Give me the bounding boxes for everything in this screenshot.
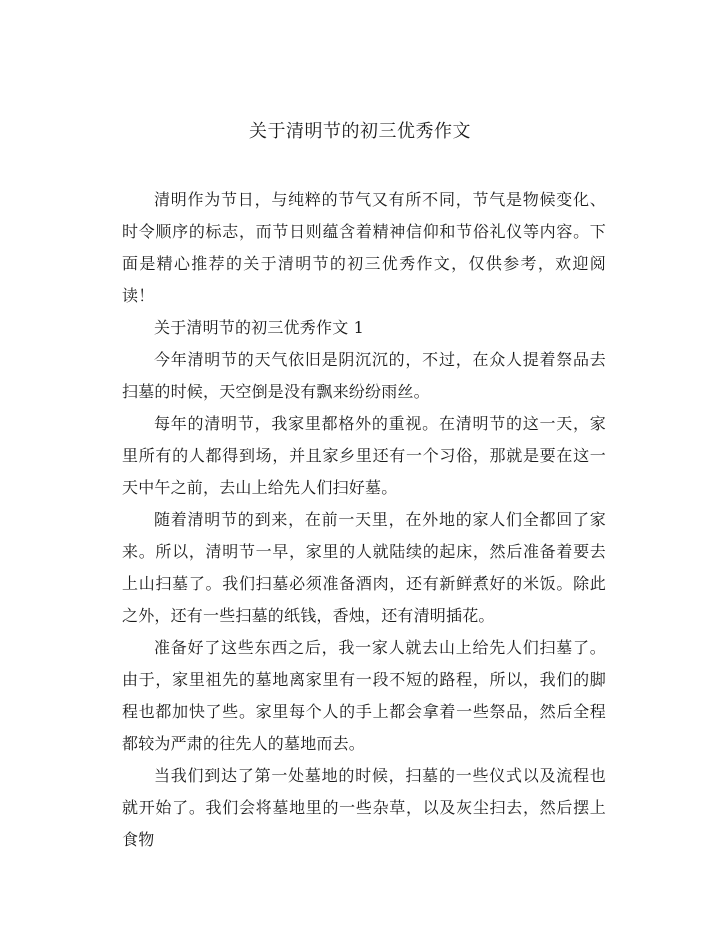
paragraph: 每年的清明节，我家里都格外的重视。在清明节的这一天，家里所有的人都得到场，并且家乡里还有一个习俗，那就是要在这一天中午之前，去山上给先人们扫好墓。: [122, 414, 606, 497]
paragraph: 随着清明节的到来，在前一天里，在外地的家人们全都回了家来。所以，清明节一早，家里的人就陆续的起床，然后准备着要去上山扫墓了。我们扫墓必须准备酒肉，还有新鲜煮好的米饭。除此之外，还有一些扫墓的纸钱，香烛，还有清明插花。: [122, 510, 606, 625]
section-heading: 关于清明节的初三优秀作文 1: [154, 318, 365, 337]
document-body: [122, 184, 606, 856]
paragraph: 当我们到达了第一处墓地的时候，扫墓的一些仪式以及流程也就开始了。我们会将墓地里的一些杂草，以及灰尘扫去，然后摆上食物: [122, 766, 606, 849]
paragraph: 今年清明节的天气依旧是阴沉沉的，不过，在众人提着祭品去扫墓的时候，天空倒是没有飘来纷纷雨丝。: [122, 350, 606, 401]
paragraph: 准备好了这些东西之后，我一家人就去山上给先人们扫墓了。由于，家里祖先的墓地离家里有一段不短的路程，所以，我们的脚程也都加快了些。家里每个人的手上都会拿着一些祭品，然后全程都较为严肃的往先人的墓地而去。: [122, 638, 606, 753]
document-title: 关于清明节的初三优秀作文: [249, 121, 471, 142]
paragraph-intro: 清明作为节日，与纯粹的节气又有所不同，节气是物候变化、时令顺序的标志，而节日则蕴含着精神信仰和节俗礼仪等内容。下面是精心推荐的关于清明节的初三优秀作文，仅供参考，欢迎阅读！: [122, 190, 606, 305]
